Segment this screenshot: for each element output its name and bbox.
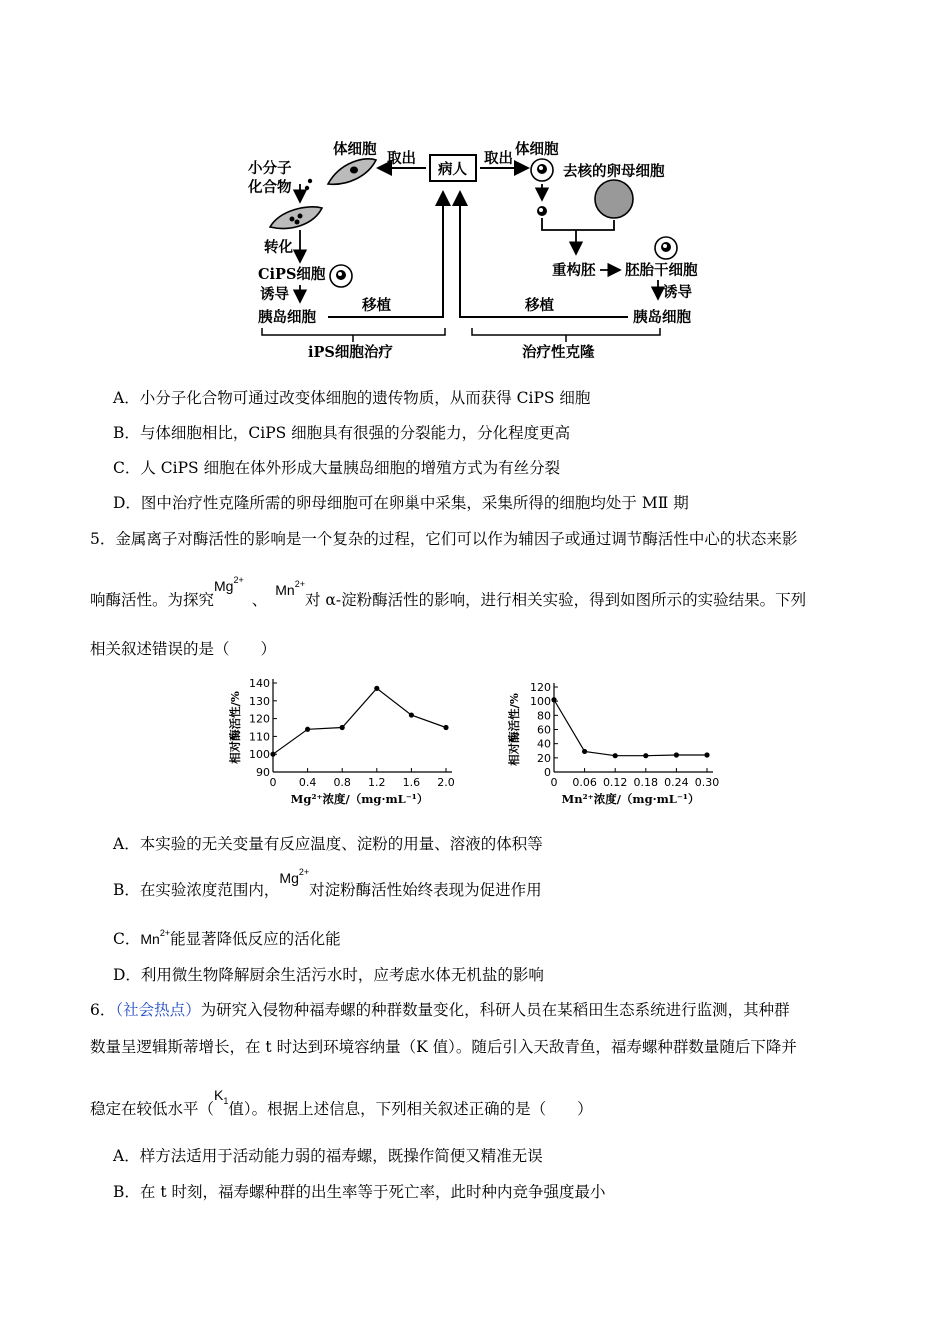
x-axis-label: Mg²⁺浓度/（mg·mL⁻¹）: [290, 792, 429, 806]
q6-option-b: B．在 t 时刻，福寿螺种群的出生率等于死亡率，此时种内竞争强度最小: [113, 1183, 606, 1201]
mn-chart: [505, 672, 730, 812]
q5-sep: 、: [251, 591, 268, 609]
x-tick-label: 0.8: [333, 776, 351, 789]
y-tick-label: 60: [537, 723, 551, 737]
y-tick-label: 110: [249, 730, 270, 744]
x-tick-label: 0.30: [694, 776, 720, 789]
q4-option-c: C．人 CiPS 细胞在体外形成大量胰岛细胞的增殖方式为有丝分裂: [113, 459, 561, 477]
q5-option-c-pre: C．: [113, 930, 141, 948]
q6-stem-line3: [90, 1087, 593, 1121]
mn-ion-c: $Mn^{2+}$: [140, 928, 171, 947]
q6-text-a: 稳定在较低水平（: [90, 1100, 215, 1118]
q5-stem-line2: [90, 575, 807, 612]
y-tick-label: 40: [537, 737, 551, 751]
data-point: [704, 752, 709, 757]
q6-number: 6．: [90, 1001, 116, 1019]
reconstructed-embryo-label: 重构胚: [552, 262, 596, 279]
y-tick-label: 20: [537, 751, 551, 765]
q6-option-a: A．样方法适用于活动能力弱的福寿螺，既操作简便又精准无误: [113, 1147, 543, 1165]
therapeutic-cloning-label: 治疗性克隆: [522, 344, 595, 361]
y-tick-label: 120: [249, 712, 270, 726]
induce-left-label: 诱导: [260, 286, 289, 303]
data-point: [270, 752, 275, 757]
data-point: [409, 712, 414, 717]
data-point: [551, 697, 556, 702]
x-axis-label: Mn²⁺浓度/（mg·mL⁻¹）: [561, 792, 700, 806]
transform-label: 转化: [264, 239, 293, 256]
q4-option-d: D．图中治疗性克隆所需的卵母细胞可在卵巢中采集，采集所得的细胞均处于 MⅡ 期: [113, 494, 689, 512]
y-tick-label: 130: [249, 694, 270, 708]
mg-ion: $Mg^{2+}$: [214, 575, 244, 594]
series-line: [273, 688, 446, 754]
data-point: [374, 686, 379, 691]
q6-stem-line2: 数量呈逻辑斯蒂增长，在 t 时达到环境容纳量（K 值）。随后引入天敌青鱼，福寿螺种群数量随后下降并: [90, 1038, 797, 1056]
cell-therapy-diagram: [240, 132, 720, 367]
q5-stem-line3: 相关叙述错误的是（ ）: [90, 640, 277, 658]
y-axis-label: 相对酶活性/%: [228, 691, 242, 764]
x-tick-label: 0.4: [298, 776, 317, 789]
q5-stem-line1: 5．金属离子对酶活性的影响是一个复杂的过程，它们可以作为辅因子或通过调节酶活性中心的状态来影: [90, 530, 798, 548]
x-tick-label: 1.6: [402, 776, 421, 789]
q5-option-d: D．利用微生物降解厨余生活污水时，应考虑水体无机盐的影响: [113, 966, 544, 984]
x-tick-label: 0.24: [664, 776, 689, 789]
mg-chart: [226, 672, 471, 812]
q6-stem-line1: [90, 1000, 790, 1020]
x-tick-label: 1.2: [368, 776, 386, 789]
q5-option-c-post: 能显著降低反应的活化能: [170, 930, 341, 948]
q6-topic-tag[interactable]: （社会热点）: [115, 1001, 201, 1019]
y-tick-label: 90: [256, 766, 270, 779]
x-tick-label: 0.18: [633, 776, 659, 789]
q5-option-c: [113, 929, 341, 951]
x-tick-label: 2.0: [437, 776, 455, 789]
enucleated-egg: [595, 180, 633, 218]
q6-text: 为研究入侵物种福寿螺的种群数量变化，科研人员在某稻田生态系统进行监测，其种群: [200, 1001, 790, 1019]
x-tick-label: 0: [269, 776, 277, 789]
y-tick-label: 100: [249, 748, 270, 762]
small-molecule-label-2: 化合物: [248, 179, 292, 196]
series-line: [554, 700, 707, 756]
data-point: [582, 749, 587, 754]
x-tick-label: 0.06: [572, 776, 597, 789]
q4-option-a: A．小分子化合物可通过改变体细胞的遗传物质，从而获得 CiPS 细胞: [113, 389, 591, 407]
induce-right-label: 诱导: [663, 284, 692, 301]
q5-text-b: 对 α-淀粉酶活性的影响，进行相关实验，得到如图所示的实验结果。下列: [304, 591, 807, 609]
x-tick-label: 0.12: [602, 776, 628, 789]
mn-ion: $Mn^{2+}$: [275, 579, 305, 598]
q5-option-b-post: 对淀粉酶活性始终表现为促进作用: [309, 881, 542, 899]
q6-text-b: 值）。根据上述信息，下列相关叙述正确的是（ ）: [228, 1100, 593, 1118]
y-axis-label: 相对酶活性/%: [507, 693, 521, 766]
q5-option-b: [113, 867, 542, 902]
q5-option-a: A．本实验的无关变量有反应温度、淀粉的用量、溶液的体积等: [113, 835, 543, 853]
x-tick-label: 0: [550, 776, 558, 789]
data-point: [674, 752, 679, 757]
mg-ion-b: $Mg^{2+}$: [279, 867, 310, 886]
islet-cell-right-label: 胰岛细胞: [633, 309, 691, 326]
somatic-cell-right-label: 体细胞: [515, 141, 559, 158]
small-molecule-label-1: 小分子: [248, 160, 292, 177]
q5-option-b-pre: B．在实验浓度范围内，: [113, 881, 280, 899]
data-point: [340, 725, 345, 730]
somatic-cell-left-label: 体细胞: [333, 141, 377, 158]
take-out-left-label: 取出: [387, 150, 416, 167]
y-tick-label: 0: [544, 766, 551, 779]
transplant-right-label: 移植: [525, 297, 554, 314]
q5-text-a: 响酶活性。为探究: [90, 591, 215, 609]
embryonic-stem-cell-label: 胚胎干细胞: [625, 262, 698, 279]
data-point: [305, 727, 310, 732]
enucleated-egg-label: 去核的卵母细胞: [563, 163, 665, 180]
y-tick-label: 100: [530, 695, 551, 709]
y-tick-label: 80: [537, 709, 551, 723]
data-point: [643, 753, 648, 758]
ips-therapy-label: iPS细胞治疗: [308, 344, 393, 361]
data-point: [443, 725, 448, 730]
patient-label: 病人: [438, 161, 467, 178]
y-tick-label: 120: [530, 681, 551, 694]
transformed-cell: [270, 207, 322, 229]
take-out-right-label: 取出: [484, 150, 513, 167]
transplant-left-label: 移植: [362, 297, 391, 314]
cips-cell-label: CiPS细胞: [258, 266, 326, 283]
data-point: [613, 753, 618, 758]
q4-option-b: B．与体细胞相比，CiPS 细胞具有很强的分裂能力，分化程度更高: [113, 424, 571, 442]
k1-symbol: $K_1$: [214, 1087, 229, 1106]
y-tick-label: 140: [249, 677, 270, 690]
islet-cell-left-label: 胰岛细胞: [258, 309, 316, 326]
